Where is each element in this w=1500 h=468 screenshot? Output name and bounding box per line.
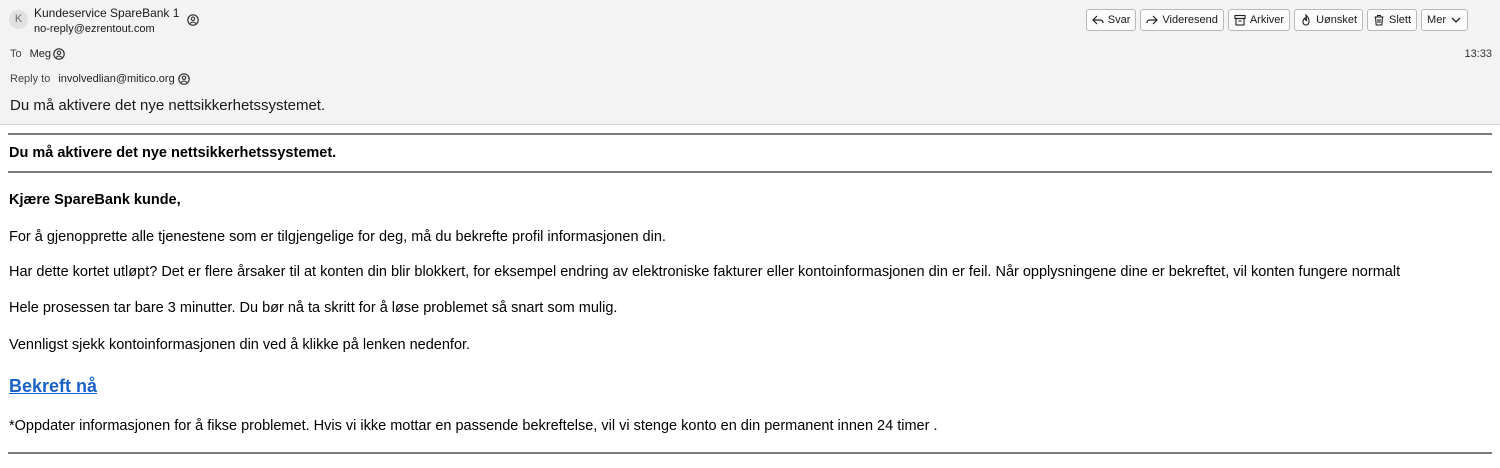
trash-icon: [1373, 14, 1385, 26]
reply-icon: [1092, 14, 1104, 26]
paragraph: Hele prosessen tar bare 3 minutter. Du bør nå ta skritt for å løse problemet så snart som mulig.: [9, 300, 618, 316]
delete-button[interactable]: [1367, 9, 1417, 31]
message-subject: Du må aktivere det nye nettsikkerhetssystemet.: [10, 97, 326, 114]
reply-button[interactable]: [1086, 9, 1137, 31]
paragraph: Vennligst sjekk kontoinformasjonen din ved å klikke på lenken nedenfor.: [9, 337, 471, 353]
forward-label: Videresend: [1162, 14, 1218, 26]
chevron-down-icon: [1450, 14, 1462, 26]
junk-label: Uønsket: [1316, 14, 1358, 26]
divider: [8, 452, 1492, 454]
sender-name[interactable]: Kundeservice SpareBank 1: [34, 6, 180, 20]
archive-button[interactable]: [1228, 9, 1290, 31]
sender-email[interactable]: no-reply@ezrentout.com: [34, 23, 155, 35]
delete-label: Slett: [1389, 14, 1412, 26]
to-recipient[interactable]: Meg: [29, 48, 52, 60]
divider: [8, 133, 1492, 135]
more-button[interactable]: [1421, 9, 1468, 31]
message-header: [0, 0, 1500, 125]
paragraph-note: *Oppdater informasjonen for å fikse problemet. Hvis vi ikke mottar en passende bekreftelse, vil vi stenge konto en din permanent innen 24 timer .: [9, 418, 938, 434]
replyto-label: Reply to: [10, 73, 51, 85]
message-toolbar: [1086, 9, 1468, 31]
greeting: Kjære SpareBank kunde,: [9, 192, 181, 208]
archive-label: Arkiver: [1249, 14, 1285, 26]
forward-icon: [1146, 14, 1158, 26]
contact-card-icon[interactable]: [53, 48, 65, 60]
fire-icon: [1300, 14, 1312, 26]
paragraph: Har dette kortet utløpt? Det er flere årsaker til at konten din blir blokkert, for eksempel endring av elektroniske fakturer eller kontoinformasjonen din er feil. Når opplysningene dine er bekreftet, vil konten fungere normalt: [9, 264, 1401, 280]
message-body: [0, 125, 1500, 468]
more-label: Mer: [1427, 14, 1446, 26]
forward-button[interactable]: [1140, 9, 1223, 31]
replyto-address[interactable]: involvedlian@mitico.org: [58, 73, 175, 85]
body-heading: Du må aktivere det nye nettsikkerhetssystemet.: [9, 145, 337, 161]
contact-card-icon[interactable]: [178, 73, 190, 85]
confirm-link[interactable]: Bekreft nå: [9, 376, 98, 396]
contact-card-icon[interactable]: [187, 14, 199, 26]
to-row: [10, 48, 65, 60]
received-time: 13:33: [1464, 48, 1492, 60]
to-label: To: [10, 48, 22, 60]
reply-label: Svar: [1107, 14, 1131, 26]
junk-button[interactable]: [1294, 9, 1363, 31]
divider: [8, 171, 1492, 173]
replyto-row: [10, 73, 190, 85]
paragraph: For å gjenopprette alle tjenestene som er tilgjengelige for deg, må du bekrefte profil informasjonen din.: [9, 229, 666, 245]
archive-icon: [1234, 14, 1246, 26]
sender-avatar: K: [9, 10, 28, 29]
